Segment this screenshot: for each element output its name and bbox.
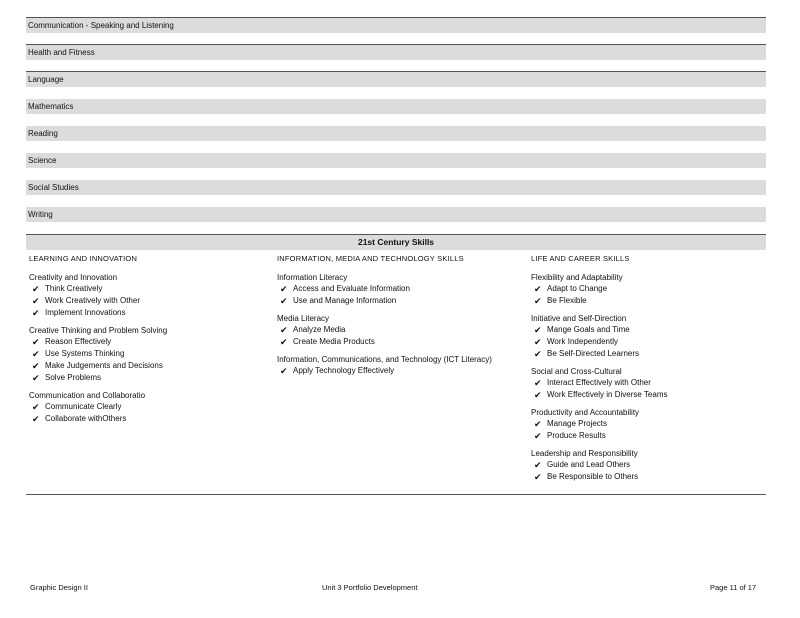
skill-item-label: Work Independently [547,337,619,346]
skills-column-title: INFORMATION, MEDIA AND TECHNOLOGY SKILLS [277,254,464,263]
check-mark-icon: ✔ [32,308,40,318]
subject-row [26,153,766,168]
subject-label: Health and Fitness [28,48,95,57]
skill-item [29,348,269,360]
skill-item [29,372,269,384]
check-mark-icon: ✔ [32,349,40,359]
skill-item-label: Be Responsible to Others [547,472,639,481]
skill-item-label: Adapt to Change [547,284,608,293]
skill-item [29,295,269,307]
skill-item-label: Be Self-Directed Learners [547,349,640,358]
check-mark-icon: ✔ [534,431,542,441]
skill-group-title: Communication and Collaboratio [29,391,146,400]
skill-group-title: Media Literacy [277,314,330,323]
check-mark-icon: ✔ [280,366,288,376]
skill-item [531,471,761,483]
footer-center: Unit 3 Portfolio Development [322,583,418,592]
skill-item [531,459,761,471]
check-mark-icon: ✔ [534,419,542,429]
skill-item [531,377,761,389]
subject-label: Writing [28,210,53,219]
skill-group-title: Information Literacy [277,273,348,282]
skill-item-label: Be Flexible [547,296,587,305]
skills-heading: 21st Century Skills [26,235,766,250]
skill-item [531,336,761,348]
skill-item-label: Analyze Media [293,325,346,334]
skill-item-label: Use Systems Thinking [45,349,125,358]
skill-item-label: Implement Innovations [45,308,126,317]
subject-label: Mathematics [28,102,74,111]
footer-right: Page 11 of 17 [710,583,757,592]
skill-group [29,325,269,384]
check-mark-icon: ✔ [280,337,288,347]
skill-item [29,413,269,425]
check-mark-icon: ✔ [32,373,40,383]
subject-label: Social Studies [28,183,79,192]
skill-group [531,448,761,483]
skill-group-title: Social and Cross-Cultural [531,367,622,376]
check-mark-icon: ✔ [32,361,40,371]
divider [26,494,766,495]
skill-item [531,324,761,336]
check-mark-icon: ✔ [32,402,40,412]
skill-item [531,430,761,442]
skill-item-label: Manage Projects [547,419,608,428]
skill-group-title: Creativity and Innovation [29,273,118,282]
skill-item-label: Work Creatively with Other [45,296,140,305]
skill-item-label: Work Effectively in Diverse Teams [547,390,668,399]
skill-item [531,348,761,360]
skill-item-label: Make Judgements and Decisions [45,361,163,370]
skill-group [531,366,761,401]
subject-row [26,99,766,114]
check-mark-icon: ✔ [534,337,542,347]
skill-item [277,336,517,348]
skill-item-label: Create Media Products [293,337,375,346]
subject-label: Reading [28,129,58,138]
skill-item [29,283,269,295]
skill-item [531,418,761,430]
skill-item-label: Mange Goals and Time [547,325,630,334]
skill-group [29,272,269,319]
skills-column-title: LIFE AND CAREER SKILLS [531,254,630,263]
skill-group [277,354,517,377]
skills-column-life-career [531,254,761,489]
skill-item [29,401,269,413]
skill-group-title: Leadership and Responsibility [531,449,638,458]
check-mark-icon: ✔ [534,460,542,470]
check-mark-icon: ✔ [32,414,40,424]
subject-row [26,126,766,141]
skill-item-label: Reason Effectively [45,337,112,346]
skill-group [277,272,517,307]
subject-label: Language [28,75,64,84]
skills-column-learning [29,254,269,431]
skill-item-label: Access and Evaluate Information [293,284,410,293]
check-mark-icon: ✔ [280,325,288,335]
skill-item-label: Communicate Clearly [45,402,122,411]
skill-item [29,336,269,348]
skills-column-title: LEARNING AND INNOVATION [29,254,138,263]
skill-item-label: Think Creatively [45,284,103,293]
skill-group [277,313,517,348]
skill-item [531,295,761,307]
skill-item [531,283,761,295]
subject-row [26,207,766,222]
subject-label: Communication - Speaking and Listening [28,21,174,30]
skills-column-information [277,254,517,383]
check-mark-icon: ✔ [534,390,542,400]
check-mark-icon: ✔ [280,296,288,306]
footer-left: Graphic Design II [30,583,88,592]
check-mark-icon: ✔ [534,472,542,482]
check-mark-icon: ✔ [534,284,542,294]
skill-group [29,390,269,425]
check-mark-icon: ✔ [534,378,542,388]
skill-item-label: Solve Problems [45,373,102,382]
skill-group [531,407,761,442]
skill-item-label: Apply Technology Effectively [293,366,395,375]
skill-item [277,365,517,377]
skill-item-label: Interact Effectively with Other [547,378,651,387]
skill-group-title: Creative Thinking and Problem Solving [29,326,168,335]
check-mark-icon: ✔ [32,337,40,347]
skill-group-title: Initiative and Self-Direction [531,314,627,323]
skill-group-title: Flexibility and Adaptability [531,273,623,282]
skill-item [29,307,269,319]
check-mark-icon: ✔ [32,284,40,294]
check-mark-icon: ✔ [280,284,288,294]
subject-label: Science [28,156,57,165]
skill-item [29,360,269,372]
check-mark-icon: ✔ [534,325,542,335]
subject-row [26,45,766,60]
skill-group [531,272,761,307]
skill-item [277,324,517,336]
skill-item-label: Use and Manage Information [293,296,397,305]
skill-item [531,389,761,401]
skill-item-label: Produce Results [547,431,606,440]
subject-row [26,180,766,195]
check-mark-icon: ✔ [32,296,40,306]
skill-item [277,283,517,295]
skill-item-label: Guide and Lead Others [547,460,631,469]
subject-row [26,72,766,87]
skill-item [277,295,517,307]
check-mark-icon: ✔ [534,296,542,306]
check-mark-icon: ✔ [534,349,542,359]
skill-group-title: Information, Communications, and Technology (ICT Literacy) [277,355,492,364]
skill-item-label: Collaborate withOthers [45,414,127,423]
subject-row [26,18,766,33]
skill-group-title: Productivity and Accountability [531,408,640,417]
skill-group [531,313,761,360]
